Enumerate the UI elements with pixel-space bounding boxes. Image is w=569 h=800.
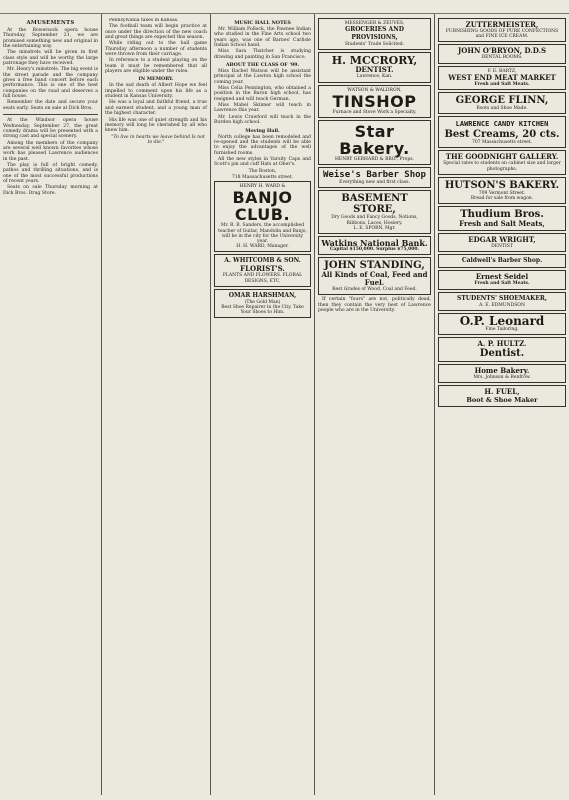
article-paragraph: The minstrels will be given in first class style and will be worthy the large patronage they have received. bbox=[3, 50, 98, 67]
zuttermeister-ad bbox=[438, 18, 566, 42]
ad-title: All Kinds of Coal, Feed and Fuel. bbox=[321, 270, 428, 288]
ad-line: Dry Goods and Fancy Goods, Notions, Ribbons, Laces, Hosiery. bbox=[331, 215, 418, 226]
ad-name: JOHN STANDING, bbox=[324, 260, 425, 272]
ad-sub: Fresh and Salt Meats, bbox=[459, 219, 545, 229]
bakery-ad bbox=[318, 120, 431, 165]
leonard-ad bbox=[438, 313, 566, 335]
ad-title: LAWRENCE CANDY KITCHEN bbox=[455, 120, 549, 129]
ad-title: HUTSON'S BAKERY. bbox=[444, 179, 560, 191]
ad-name: H. FUEL, bbox=[484, 387, 520, 397]
memorial-paragraph: In the sad death of Albert Hope we feel impelled to comment upon his life as a student in Kansas University. bbox=[105, 83, 207, 100]
seidel-ad bbox=[438, 270, 566, 289]
flinn-ad bbox=[438, 92, 566, 114]
class-heading: ABOUT THE CLASS OF '99. bbox=[225, 62, 300, 69]
ad-line: Boots and Shoe Made. bbox=[476, 106, 528, 112]
ad-title: GEORGE FLINN, bbox=[455, 95, 549, 107]
candy-kitchen-ad bbox=[438, 116, 566, 148]
ad-title: Dentist. bbox=[479, 348, 525, 360]
ad-title: GROCERIES AND PROVISIONS, bbox=[345, 26, 404, 42]
article-paragraph: Among the members of the company are several well known favorites whose work has pleased Lawrence audiences in the past. bbox=[3, 140, 98, 162]
ad-line: HENRY GERHARD & BRO., Props. bbox=[334, 157, 415, 163]
column-amusements bbox=[0, 18, 101, 796]
ad-line: WATSON & WALDRON, bbox=[347, 87, 402, 93]
ad-title: H. MCCRORY, bbox=[331, 54, 418, 68]
ad-line: Bread for sale from wagon. bbox=[470, 196, 534, 202]
hutson-bakery-ad bbox=[438, 177, 566, 204]
caldwell-barber-ad bbox=[438, 254, 566, 268]
ad-title: WEST END MEAT MARKET bbox=[448, 72, 556, 82]
article-paragraph: In reference to a student playing on the team it must be remembered that all players are eligible under the rules. bbox=[105, 58, 207, 75]
ad-title: Home Bakery. bbox=[474, 366, 530, 376]
article-paragraph: The football team will begin practice at once under the direction of the new coach and great things are expected this season. bbox=[105, 24, 207, 41]
home-bakery-ad bbox=[438, 364, 566, 383]
ad-line: Furnace and Stove Work a Specialty. bbox=[332, 109, 417, 115]
gallery-ad bbox=[438, 150, 566, 174]
ad-line: MESSENGER & ZEUVES, bbox=[344, 21, 405, 26]
ad-title: Weise's Barber Shop bbox=[323, 170, 426, 181]
repairer-text: Best Shoe Repairer in the City. Take Your Shoes to Him. bbox=[221, 305, 304, 316]
ad-title: Ernest Seidel bbox=[475, 272, 529, 282]
florist-text: PLANTS AND FLOWERS. FLORAL DESIGNS, ETC. bbox=[222, 273, 303, 284]
tinshop-ad bbox=[318, 85, 431, 118]
ad-title: Watkins National Bank. bbox=[321, 238, 428, 249]
article-paragraph: All the new styles in Varsity Caps and Scott's pin and cuff Hats at Ober's. bbox=[214, 156, 311, 168]
ad-line: 707 Massachusetts street. bbox=[471, 140, 533, 146]
ad-title: O.P. Leonard bbox=[459, 313, 545, 328]
shoe-repair-ad bbox=[214, 289, 311, 319]
ad-line: Everything new and first class. bbox=[339, 180, 410, 186]
ad-line: Fresh and Salt Meats. bbox=[474, 281, 530, 287]
article-paragraph: Mr. William Pollock, the Pawnee Indian who studied in the Fine Arts school two years ago, was one of Barnes' Carlisle Indian School band. bbox=[214, 27, 311, 49]
ad-line: DENTAL ROOMS. bbox=[481, 55, 523, 61]
ad-sub: DENTIST. bbox=[355, 65, 394, 75]
ad-name: A. P. HULTZ. bbox=[477, 339, 527, 349]
amusements-heading: AMUSEMENTS bbox=[26, 20, 75, 26]
wright-dentist-ad bbox=[438, 233, 566, 252]
column-ads-left bbox=[315, 18, 434, 796]
ad-title: TINSHOP bbox=[332, 91, 417, 111]
memorial-heading: IN MEMORY. bbox=[138, 76, 174, 83]
shop-address: 718 Massachusetts street. bbox=[231, 174, 294, 180]
music-hall-heading: MUSIC HALL NOTES bbox=[234, 20, 291, 26]
column-music-hall bbox=[211, 18, 314, 796]
divider bbox=[3, 114, 98, 115]
ad-manager: H. H. WARD, Manager. bbox=[236, 244, 289, 250]
ad-title: Boot & Shoe Maker bbox=[466, 396, 538, 405]
dentist-ad bbox=[318, 52, 431, 82]
ad-title: Caldwell's Barber Shop. bbox=[461, 257, 543, 265]
memorial-paragraph: He was a loyal and faithful friend, a true and earnest student, and a young man of the highest character. bbox=[105, 100, 207, 117]
ad-line: Best Grades of Wood, Coal and Feed. bbox=[332, 287, 417, 293]
ad-line: F. E. BARTZ, bbox=[487, 68, 517, 74]
ad-title: ZUTTERMEISTER, bbox=[465, 20, 539, 29]
repairer-name: OMAR HARSHMAN, bbox=[228, 291, 297, 299]
memorial-paragraph: His life was one of quiet strength and his memory will long be cherished by all who knew him. bbox=[105, 117, 207, 134]
hultz-dentist-ad bbox=[438, 337, 566, 362]
class-note: Miss Mabel Skinner will teach in Lawrence this year. bbox=[214, 103, 311, 114]
banjo-club-ad bbox=[214, 181, 311, 252]
column-ads-right bbox=[435, 18, 569, 796]
grocery-ad bbox=[318, 18, 431, 50]
florist-ad bbox=[214, 254, 311, 286]
article-paragraph: Remember the date and secure your seats early. Seats on sale at Dick Bros. bbox=[3, 100, 98, 111]
article-paragraph: Pennsylvania taxes in Kansas. bbox=[109, 18, 179, 23]
ad-line: L. E. SPORN, Mgr. bbox=[353, 225, 396, 231]
thudium-ad bbox=[438, 206, 566, 231]
florist-name: A. WHITCOMB & SON. bbox=[224, 257, 301, 265]
article-paragraph: Mr. Henry's minstrels. The big event is the street parade and the company gives a free band concert before each performance. This is one of the best companies on the road and deserves a full house. bbox=[3, 67, 98, 100]
bank-ad bbox=[318, 236, 431, 255]
ad-prefix: HENRY H. WARD & bbox=[239, 184, 286, 190]
ad-title: JOHN O'BRYON, D.D.S bbox=[457, 46, 547, 56]
ad-line: Students' Trade Solicited. bbox=[344, 42, 405, 48]
class-note: Miss Celia Pennington, who obtained a position in the Baron high school, has resigned and will teach German. bbox=[214, 86, 311, 102]
ad-line: FURNISHING GOODS OF PURE CONFECTIONS and FINE ICE CREAM. bbox=[445, 29, 559, 40]
ad-title: STUDENTS' SHOEMAKER, bbox=[457, 294, 547, 302]
article-paragraph: North college has been remodeled and re-opened and the students will be able to enjoy the advantages of the well furnished rooms. bbox=[214, 134, 311, 156]
ad-line: Capital $150,000. Surplus $75,000. bbox=[329, 247, 420, 253]
article-paragraph: If certain "fours" are not, politically dead, then they contain the very best of Lawrence people who are in the University. bbox=[318, 297, 431, 314]
article-paragraph: At the Windsor opera house Wednesday, September 27, the great comedy drama will be presented with a strong cast and special scenery. bbox=[3, 118, 98, 140]
article-paragraph: At the Bowersock opera house Thursday, September 21, we are promised something new and original in the entertaining way. bbox=[3, 28, 98, 50]
article-paragraph: Seats on sale Thursday morning at Dick Bros. Drug Store. bbox=[3, 185, 98, 196]
article-paragraph: Miss Sara Thatcher is studying drawing and painting in San Francisco. bbox=[214, 49, 311, 60]
ad-line: 709 Vermont Street. bbox=[478, 190, 526, 196]
ad-title: Thudium Bros. bbox=[460, 209, 544, 221]
meat-market-ad bbox=[438, 66, 566, 90]
ad-line: Special rates to students on cabinet size and larger photographs. bbox=[443, 161, 561, 172]
ad-line: Mrs. Johnson & Renfrow. bbox=[473, 375, 531, 381]
class-note: Mr. Lewis Crawford will teach in the Burden high school. bbox=[214, 114, 311, 126]
basement-store-ad bbox=[318, 190, 431, 234]
ad-title: THE GOODNIGHT GALLERY. bbox=[445, 152, 559, 162]
florist-sub: FLORIST'S. bbox=[240, 264, 285, 274]
moving-heading: Moving Hall. bbox=[245, 127, 280, 134]
ad-line: A. E. EDMUNDSON bbox=[479, 302, 525, 308]
ad-line: Fresh and Salt Meats. bbox=[474, 81, 530, 87]
coal-feed-ad bbox=[318, 257, 431, 295]
article-paragraph: The play is full of bright comedy, pathos and thrilling situations, and is one of the most successful productions of recent years. bbox=[3, 162, 98, 184]
ad-line: Fine Tailoring. bbox=[485, 326, 519, 332]
dentist-obryon-ad bbox=[438, 44, 566, 63]
ad-line: DENTIST bbox=[491, 244, 513, 250]
fuel-shoemaker-ad bbox=[438, 385, 566, 407]
repairer-sub: (The Gold Man) bbox=[244, 299, 281, 305]
shop-name: The Boston, bbox=[248, 168, 277, 174]
page-header-rule bbox=[0, 0, 569, 14]
ad-title: BASEMENT STORE, bbox=[341, 193, 408, 216]
ad-line: Lawrence, Kan. bbox=[356, 74, 393, 80]
ad-text: Mr. R. R. Sanders, the accomplished teacher of Guitar, Mandolin and Banjo, will be in the city for the University year. bbox=[218, 223, 307, 245]
ad-title: Star Bakery. bbox=[339, 122, 410, 159]
shoemaker-ad bbox=[438, 292, 566, 311]
memorial-poem: "To live in hearts we leave behind Is not to die." bbox=[111, 134, 205, 145]
ad-sub: Best Creams, 20 cts. bbox=[444, 129, 560, 141]
column-news bbox=[102, 18, 210, 796]
banjo-club-title: BANJO CLUB. bbox=[232, 188, 293, 225]
article-paragraph: While riding out to the ball game Thursday afternoon a number of students were thrown from their carriage. bbox=[105, 41, 207, 58]
ad-title: EDGAR WRIGHT, bbox=[468, 235, 536, 245]
class-note: Miss Rachel Watson will be assistant principal at the Lawton high school the coming year. bbox=[214, 69, 311, 85]
barber-ad bbox=[318, 167, 431, 188]
